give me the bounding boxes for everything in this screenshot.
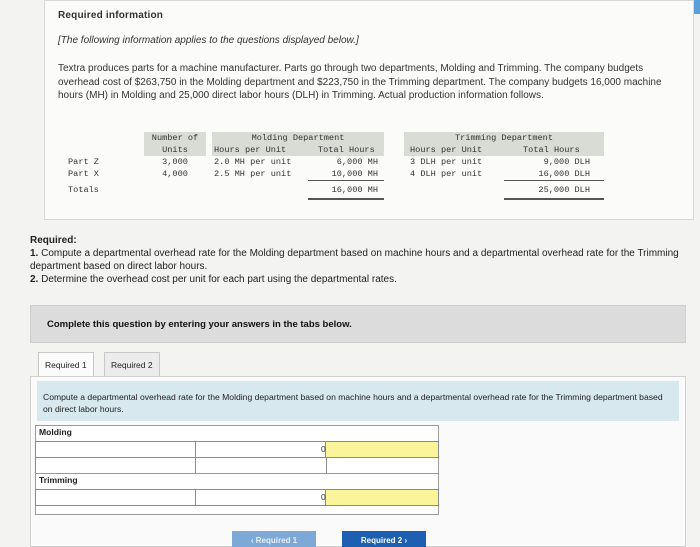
part-x-trimming-total: 16,000 DLH bbox=[538, 169, 590, 179]
required-heading: Required: bbox=[30, 235, 77, 246]
molding-col-hours-per-unit: Hours per Unit bbox=[214, 145, 287, 155]
part-x-molding-hpu: 2.5 MH per unit bbox=[214, 169, 292, 179]
trimming-total-double-rule bbox=[504, 198, 604, 200]
trimming-col-total-hours: Total Hours bbox=[523, 145, 580, 155]
required-section bbox=[30, 234, 690, 286]
tab-required-1[interactable]: Required 1 bbox=[38, 352, 94, 376]
part-x-units: 4,000 bbox=[162, 169, 188, 179]
next-button[interactable] bbox=[342, 531, 426, 547]
required-item-2-number: 2. bbox=[30, 274, 39, 285]
trimming-department-header: Trimming Department bbox=[455, 133, 553, 143]
molding-department-header: Molding Department bbox=[251, 133, 345, 143]
molding-input-numerator[interactable] bbox=[35, 441, 197, 458]
molding-rate-value: 0 bbox=[321, 444, 326, 454]
molding-subtotal-rule bbox=[308, 180, 384, 181]
trimming-rate-output bbox=[325, 489, 439, 506]
molding-rate-output bbox=[325, 441, 439, 458]
instructions-text: Complete this question by entering your answers in the tabs below. bbox=[47, 319, 352, 330]
required-item-1-number: 1. bbox=[30, 248, 39, 259]
row-label-part-z: Part Z bbox=[68, 157, 99, 167]
required-item-2 bbox=[30, 273, 690, 286]
molding-label: Molding bbox=[39, 427, 72, 437]
part-z-molding-hpu: 2.0 MH per unit bbox=[214, 157, 292, 167]
prev-button-label: Required 1 bbox=[255, 536, 298, 545]
molding-input-row2-b[interactable] bbox=[195, 457, 327, 474]
totals-molding: 16,000 MH bbox=[331, 185, 378, 195]
required-item-1 bbox=[30, 247, 690, 273]
part-z-molding-total: 6,000 MH bbox=[336, 157, 378, 167]
part-x-molding-total: 10,000 MH bbox=[331, 169, 378, 179]
part-x-trimming-hpu: 4 DLH per unit bbox=[410, 169, 483, 179]
prompt-text: Compute a departmental overhead rate for the Molding department based on machine hours and a departmental overhead rate for the Trimming department based on direct labor hours. bbox=[43, 392, 663, 414]
col-units-line1: Number of bbox=[151, 133, 199, 143]
prompt-box bbox=[37, 381, 679, 421]
edge-marker bbox=[694, 0, 700, 14]
col-units-line2: Units bbox=[162, 145, 188, 155]
instructions-bar bbox=[30, 305, 686, 343]
trimming-col-hours-per-unit: Hours per Unit bbox=[410, 145, 483, 155]
part-z-units: 3,000 bbox=[162, 157, 188, 167]
trimming-label: Trimming bbox=[39, 475, 78, 485]
totals-trimming: 25,000 DLH bbox=[538, 185, 590, 195]
row-label-totals: Totals bbox=[68, 185, 99, 195]
chevron-left-icon: ‹ bbox=[250, 536, 254, 545]
required-item-1-text: Compute a departmental overhead rate for the Molding department based on machine hours and a departmental overhead rate for the Trimming department based on direct labor hours. bbox=[30, 248, 679, 272]
trimming-subtotal-rule bbox=[504, 180, 604, 181]
molding-col-total-hours: Total Hours bbox=[318, 145, 375, 155]
trimming-input-numerator[interactable] bbox=[35, 489, 197, 506]
required-item-2-text: Determine the overhead cost per unit for each part using the departmental rates. bbox=[41, 274, 397, 285]
row-label-part-x: Part X bbox=[68, 169, 99, 179]
tab-required-2[interactable]: Required 2 bbox=[104, 352, 160, 376]
intro-paragraph: Textra produces parts for a machine manufacturer. Parts go through two departments, Molding and Trimming. The company budgets overhead cost of $263,750 in the Molding department and $223,750 in the Trimming department. The company budgets 16,000 machine hours (MH) in Molding and 25,000 direct labor hours (DLH) in Trimming. Actual production information follows. bbox=[58, 63, 662, 101]
trimming-input-denominator[interactable] bbox=[195, 489, 327, 506]
molding-input-row2-a[interactable] bbox=[35, 457, 197, 474]
answer-panel bbox=[30, 376, 686, 547]
chevron-right-icon: › bbox=[404, 536, 408, 545]
trimming-rate-value: 0 bbox=[321, 492, 326, 502]
molding-input-denominator[interactable] bbox=[195, 441, 327, 458]
molding-total-double-rule bbox=[308, 198, 384, 200]
part-z-trimming-total: 9,000 DLH bbox=[543, 157, 590, 167]
required-information-heading: Required information bbox=[58, 10, 164, 21]
part-z-trimming-hpu: 3 DLH per unit bbox=[410, 157, 483, 167]
next-button-label: Required 2 bbox=[360, 536, 403, 545]
prev-button[interactable] bbox=[232, 531, 316, 547]
applies-note: [The following information applies to the questions displayed below.] bbox=[58, 35, 359, 46]
